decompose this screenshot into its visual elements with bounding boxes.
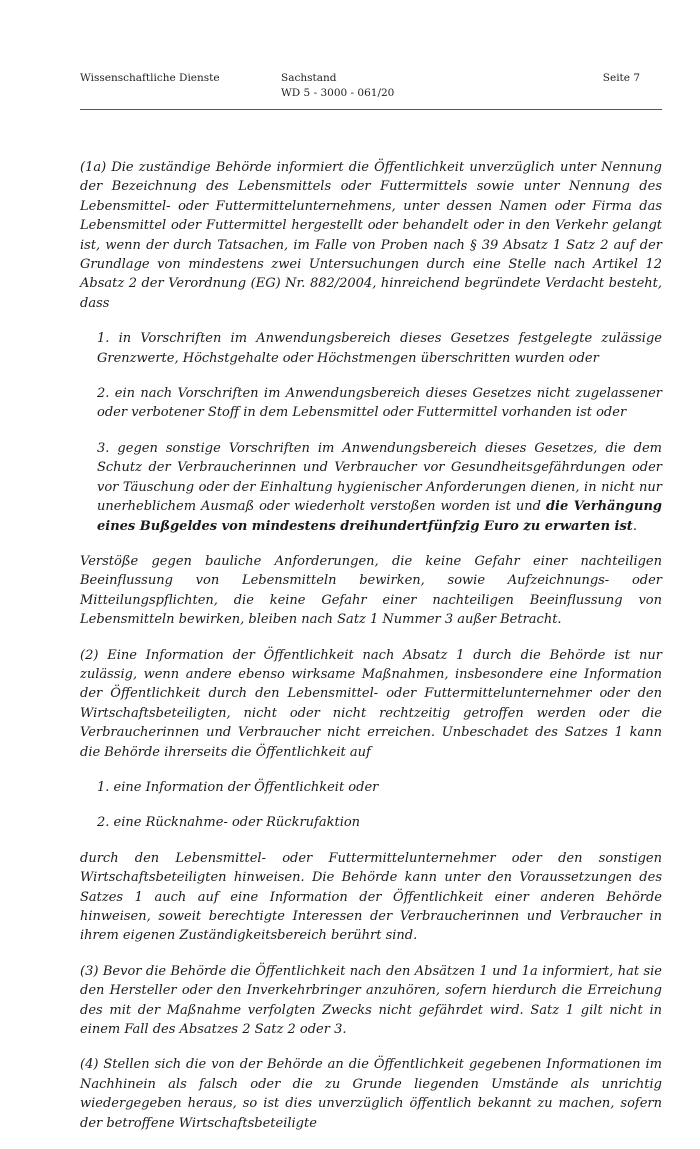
- list2-item-1: 1. eine Information der Öffentlichkeit oder: [97, 779, 379, 795]
- list-item-2: 2. ein nach Vorschriften im Anwendungsbereich dieses Gesetzes nicht zugelassener oder verbotener Stoff in dem Lebensmittel oder Futtermittel vorhanden ist oder: [97, 386, 662, 421]
- header-page-number: Seite 7: [602, 72, 640, 84]
- header-divider: [80, 109, 662, 110]
- header-document-reference: WD 5 - 3000 - 061/20: [281, 87, 395, 99]
- header-organization: Wissenschaftliche Dienste: [80, 72, 220, 84]
- paragraph-4: (4) Stellen sich die von der Behörde an die Öffentlichkeit gegebenen Informationen im Nachhinein als falsch oder die zu Grunde liegenden Umstände als unrichtig wiedergegeben heraus, so ist dies unverzüglich öffentlich bekannt zu machen, sofern der betroffene Wirtschaftsbeteiligte: [80, 1057, 662, 1131]
- list-item-3-end: .: [632, 518, 637, 534]
- list-item-3: [97, 439, 662, 536]
- paragraph-2: (2) Eine Information der Öffentlichkeit nach Absatz 1 durch die Behörde ist nur zulässig, wenn andere ebenso wirksame Maßnahmen, insbesondere eine Information der Öffentlichkeit durch den Lebensmittel- oder Futtermittelunternehmer oder den Wirtschaftsbeteiligten, nicht oder nicht rechtzeitig getroffen werden oder die Verbraucherinnen und Verbraucher nicht erreichen. Unbeschadet des Satzes 1 kann die Behörde ihrerseits die Öffentlichkeit auf: [80, 647, 662, 760]
- list-item-3-emphasis: die Verhängung eines Bußgeldes von mindestens dreihundertfünfzig Euro zu erwarten ist: [97, 499, 662, 534]
- paragraph-durch: durch den Lebensmittel- oder Futtermittelunternehmer oder den sonstigen Wirtschaftsbeteiligten hinweisen. Die Behörde kann unter den Voraussetzungen des Satzes 1 auch auf eine Information der Öffentlichkeit einer anderen Behörde hinweisen, soweit berechtigte Interessen der Verbraucherinnen und Verbraucher in ihrem eigenen Zuständigkeitsbereich berührt sind.: [80, 850, 662, 944]
- header-document-info: [281, 71, 394, 101]
- paragraph-verstoesse: Verstöße gegen bauliche Anforderungen, die keine Gefahr einer nachteiligen Beeinflussung von Lebensmitteln bewirken, sowie Aufzeichnungs- oder Mitteilungspflichten, die keine Gefahr einer nachteiligen Beeinflussung von Lebensmitteln bewirken, bleiben nach Satz 1 Nummer 3 außer Betracht.: [80, 553, 662, 628]
- paragraph-3: (3) Bevor die Behörde die Öffentlichkeit nach den Absätzen 1 und 1a informiert, hat sie den Hersteller oder den Inverkehrbringer anzuhören, sofern hierdurch die Erreichung des mit der Maßnahme verfolgten Zwecks nicht gefährdet wird. Satz 1 gilt nicht in einem Fall des Absatzes 2 Satz 2 oder 3.: [80, 963, 662, 1038]
- list-item-1: 1. in Vorschriften im Anwendungsbereich dieses Gesetzes festgelegte zulässige Grenzwerte, Höchstgehalte oder Höchstmengen überschritten wurden oder: [97, 331, 662, 366]
- list2-item-2: 2. eine Rücknahme- oder Rückrufaktion: [97, 815, 361, 831]
- document-body: [80, 158, 662, 1149]
- header-document-type: Sachstand: [281, 72, 337, 84]
- list-item-3-text: 3. gegen sonstige Vorschriften im Anwendungsbereich dieses Gesetzes, die dem Schutz der Verbraucherinnen und Verbraucher vor Gesundheitsgefährdungen oder vor Täuschung oder der Einhaltung hygienischer Anforderungen dienen, in nicht nur unerheblichem Ausmaß oder wiederholt verstoßen worden ist und: [97, 440, 662, 515]
- paragraph-1a: (1a) Die zuständige Behörde informiert die Öffentlichkeit unverzüglich unter Nennung der Bezeichnung des Lebensmittels oder Futtermittels sowie unter Nennung des Lebensmittel- oder Futtermittelunternehmens, unter dessen Namen oder Firma das Lebensmittel oder Futtermittel hergestellt oder behandelt oder in den Verkehr gelangt ist, wenn der durch Tatsachen, im Falle von Proben nach § 39 Absatz 1 Satz 2 auf der Grundlage von mindestens zwei Untersuchungen durch eine Stelle nach Artikel 12 Absatz 2 der Verordnung (EG) Nr. 882/2004, hinreichend begründete Verdacht besteht, dass: [80, 160, 662, 311]
